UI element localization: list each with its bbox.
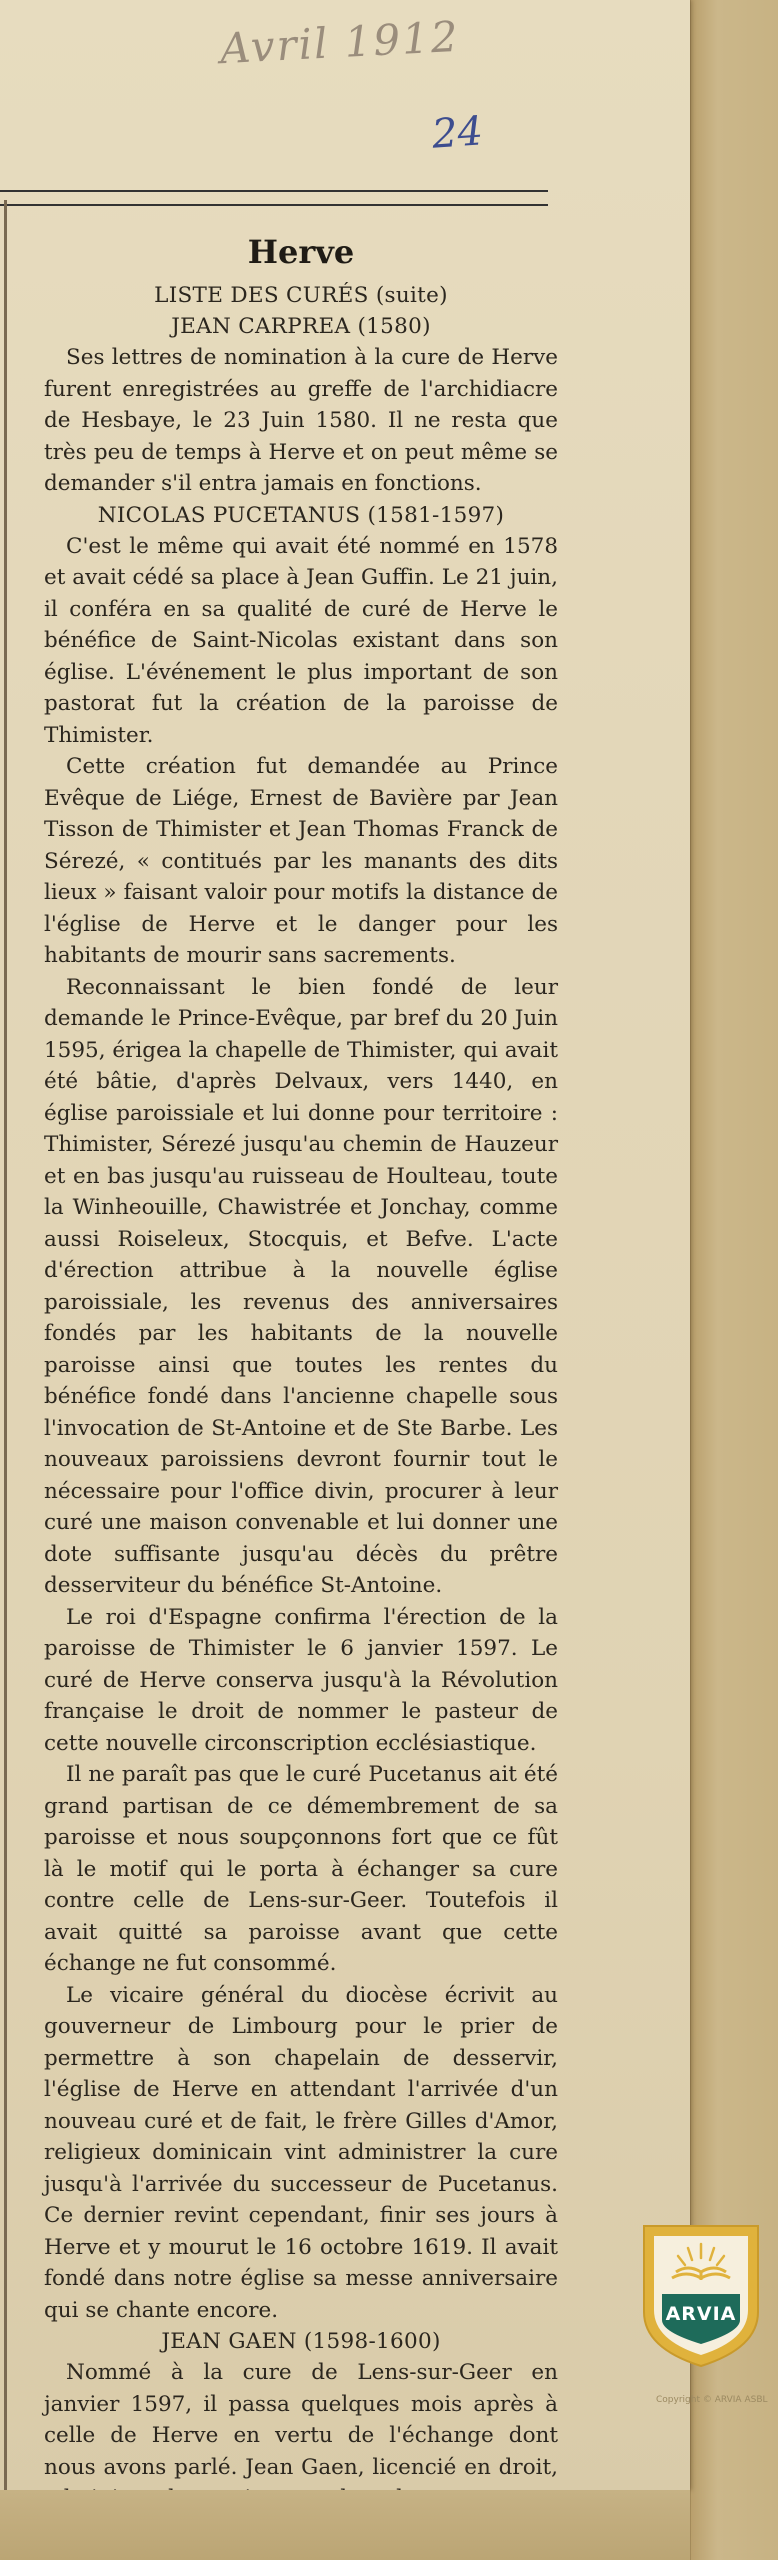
entry-paragraph: Nommé à la cure de Lens-sur-Geer en janvier 1597, il passa quelques mois après à celle de Herve en vertu de l'échange dont nous avons parlé. Jean Gaen, licencié en droit,	[44, 2360, 558, 2480]
handwritten-date: Avril 1912	[218, 11, 461, 74]
entry-heading: JEAN CARPREA (1580)	[171, 314, 431, 339]
section-heading: LISTE DES CURÉS (suite)	[154, 283, 448, 308]
entry-paragraph: Le vicaire général du diocèse écrivit au gouverneur de Limbourg pour le prier de permettre à son chapelain de desservir, l'église de Herve en attendant l'arrivée d'un nouveau curé et de fait, le frère Gilles d'Amor, religieux dominicain vint administrer la cure jusqu'à l'arrivée du successeur de Pucetanus. Ce dernier revint cependant, finir ses jours à Herve et y mourut le 16 octobre 1619. Il avait fondé dans notre église sa messe anniversaire qui se chante encore.	[44, 1982, 558, 2323]
entry-paragraph: Reconnaissant le bien fondé de leur demande le Prince-Evêque, par bref du 20 Juin 1595, érigea la chapelle de Thimister, qui avait été bâtie, d'après Delvaux, vers 1440, en église paroissiale et lui donne pour territoire : Thimister, Sérezé jusqu'au chemin de Hauzeur et en bas jusqu'au ruisseau de Houlteau, toute la Winheouille, Chawistrée et Jonchay, comme aussi Roiseleux, Stocquis, et Befve. L'acte d'érection attribue à la nouvelle église paroissiale, les revenus des anniversaires fondés par les habitants de la nouvelle paroisse ainsi que toutes les rentes du bénéfice fondé dans l'ancienne chapelle sous l'invocation de St-Antoine et de Ste Barbe. Les nouveaux paroissiens devront fournir tout le nécessaire pour l'office divin, procurer à leur curé une maison convenable et lui donner une dote suffisante jusqu'au décès du prêtre desserviteur du bénéfice St-Antoine.	[44, 974, 558, 1598]
entry-paragraph: C'est le même qui avait été nommé en 1578 et avait cédé sa place à Jean Guffin. Le 21 juin, il conféra en sa qualité de curé de Herve le bénéfice de Saint-Nicolas existant dans son église. L'événement le plus important de son pastorat fut la création de la paroisse de Thimister.	[44, 533, 558, 748]
paper-edge	[0, 2490, 690, 2560]
entry-paragraph: Cette création fut demandée au Prince Evêque de Liége, Ernest de Bavière par Jean Tisson de Thimister et Jean Thomas Franck de Sérezé, « contitués par les manants des dits lieux » faisant valoir pour motifs la distance de l'église de Herve et le danger pour les habitants de mourir sans sacrements.	[44, 754, 558, 968]
entry-heading: JEAN GAEN (1598-1600)	[161, 2329, 441, 2354]
arvia-logo	[636, 2220, 766, 2370]
backing-paper-strip	[690, 0, 778, 2560]
entry-heading: NICOLAS PUCETANUS (1581-1597)	[97, 502, 505, 528]
entry-paragraph: Il ne paraît pas que le curé Pucetanus ait été grand partisan de ce démembrement de sa paroisse et nous soupçonnons fort que ce fût là le motif qui le porta à échanger sa cure contre celle de Lens-sur-Geer. Toutefois il avait quitté sa paroisse avant que cette échange ne fut consommé.	[44, 1762, 558, 1976]
entry-paragraph: Ses lettres de nomination à la cure de Herve furent enregistrées au greffe de l'archidiacre de Hesbaye, le 23 Juin 1580. Il ne resta que très peu de temps à Herve et on peut même se demander s'il entra jamais en fonctions.	[44, 345, 558, 496]
article-title: Herve	[247, 233, 355, 271]
logo-text: ARVIA	[665, 2303, 737, 2325]
column-rule	[4, 200, 7, 2490]
entry-paragraph: Le roi d'Espagne confirma l'érection de la paroisse de Thimister le 6 janvier 1597. Le curé de Herve conserva jusqu'à la Révolution française le droit de nommer le pasteur de cette nouvelle circonscription ecclésiastique.	[44, 1604, 558, 1756]
copyright-watermark: Copyright © ARVIA ASBL	[656, 2395, 768, 2405]
double-rule-divider	[0, 190, 548, 206]
article-column	[44, 230, 558, 2515]
handwritten-page-number: 24	[430, 108, 485, 158]
